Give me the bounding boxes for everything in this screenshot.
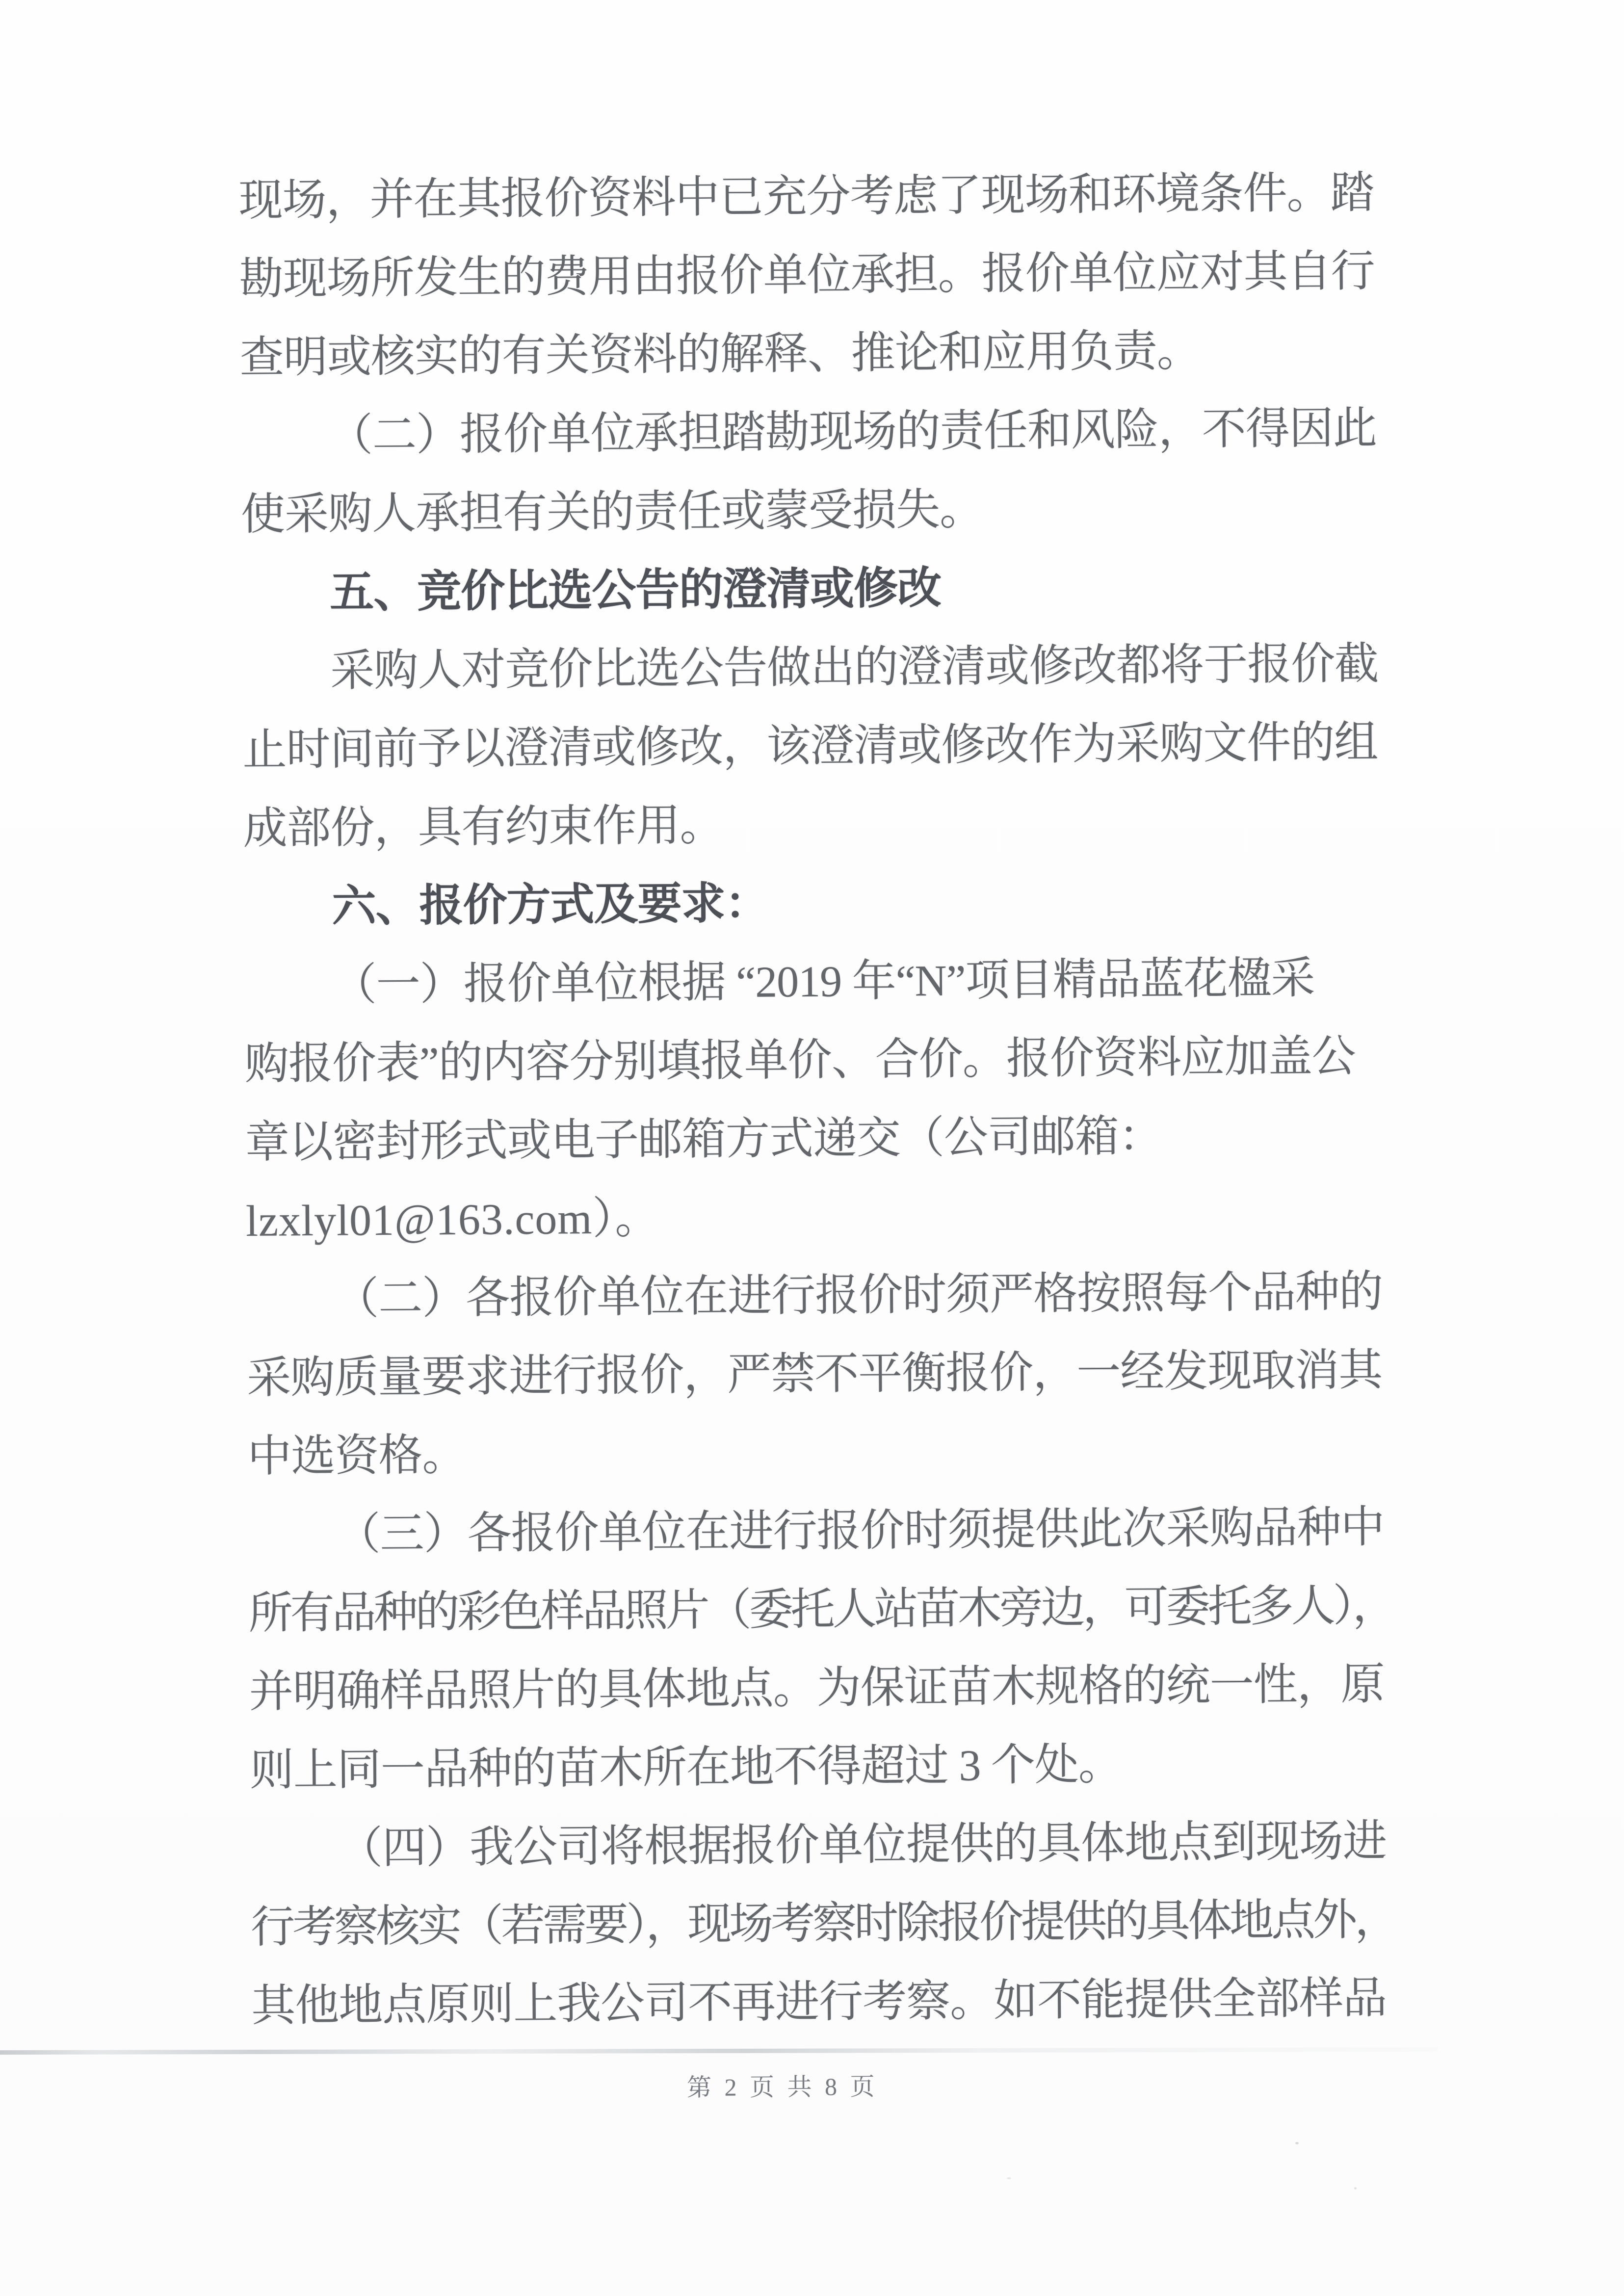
text-line: （二）报价单位承担踏勘现场的责任和风险，不得因此 bbox=[328, 404, 1377, 460]
text-line: （一）报价单位根据 “2019 年“N”项目精品蓝花楹采 bbox=[332, 954, 1315, 1010]
document-body bbox=[238, 154, 1419, 2046]
text-line: 其他地点原则上我公司不再进行考察。如不能提供全部样品 bbox=[251, 1974, 1387, 2031]
section-heading-6: 六、报价方式及要求： bbox=[332, 879, 769, 931]
text-line: （三）各报价单位在进行报价时须提供此次采购品种中 bbox=[336, 1503, 1385, 1559]
email-text-line: lzxlyl01@163.com）。 bbox=[245, 1194, 660, 1246]
text-line: （二）各报价单位在进行报价时须严格按照每个品种的 bbox=[334, 1267, 1383, 1324]
text-line: 成部份，具有约束作用。 bbox=[243, 801, 724, 853]
text-line: 中选资格。 bbox=[247, 1431, 466, 1481]
text-line: 勘现场所发生的费用由报价单位承担。报价单位应对其自行 bbox=[239, 247, 1375, 304]
section-heading-5: 五、竞价比选公告的澄清或修改 bbox=[329, 564, 942, 617]
text-line: 采购质量要求进行报价，严禁不平衡报价，一经发现取消其 bbox=[246, 1346, 1383, 1403]
scan-artifact-streak bbox=[0, 2047, 1438, 2055]
scan-artifact-speck bbox=[1007, 2177, 1011, 2179]
text-line: 并明确样品照片的具体地点。为保证苗木规格的统一性，原 bbox=[249, 1660, 1385, 1717]
text-line: 止时间前予以澄清或修改，该澄清或修改作为采购文件的组 bbox=[242, 718, 1378, 775]
text-line: 章以密封形式或电子邮箱方式递交（公司邮箱： bbox=[245, 1112, 1163, 1167]
scan-artifact-speck bbox=[1295, 2142, 1299, 2144]
text-line: 行考察核实（若需要），现场考察时除报价提供的具体地点外， bbox=[250, 1895, 1397, 1952]
page-footer: 第 2 页 共 8 页 bbox=[686, 2072, 878, 2102]
text-line: 采购人对竞价比选公告做出的澄清或修改都将于报价截 bbox=[330, 639, 1379, 696]
text-line: 现场，并在其报价资料中已充分考虑了现场和环境条件。踏 bbox=[238, 168, 1374, 225]
text-line: 购报价表”的内容分别填报单价、合价。报价资料应加盖公 bbox=[244, 1032, 1356, 1089]
text-line: 则上同一品种的苗木所在地不得超过 3 个处。 bbox=[249, 1740, 1123, 1795]
text-line: 所有品种的彩色样品照片（委托人站苗木旁边，可委托多人）， bbox=[248, 1581, 1394, 1638]
scan-artifact-speck bbox=[1354, 2187, 1357, 2190]
text-line: 查明或核实的有关资料的解释、推论和应用负责。 bbox=[239, 327, 1201, 382]
text-line: （四）我公司将根据报价单位提供的具体地点到现场进 bbox=[338, 1817, 1387, 1873]
text-line: 使采购人承担有关的责任或蒙受损失。 bbox=[240, 485, 984, 539]
